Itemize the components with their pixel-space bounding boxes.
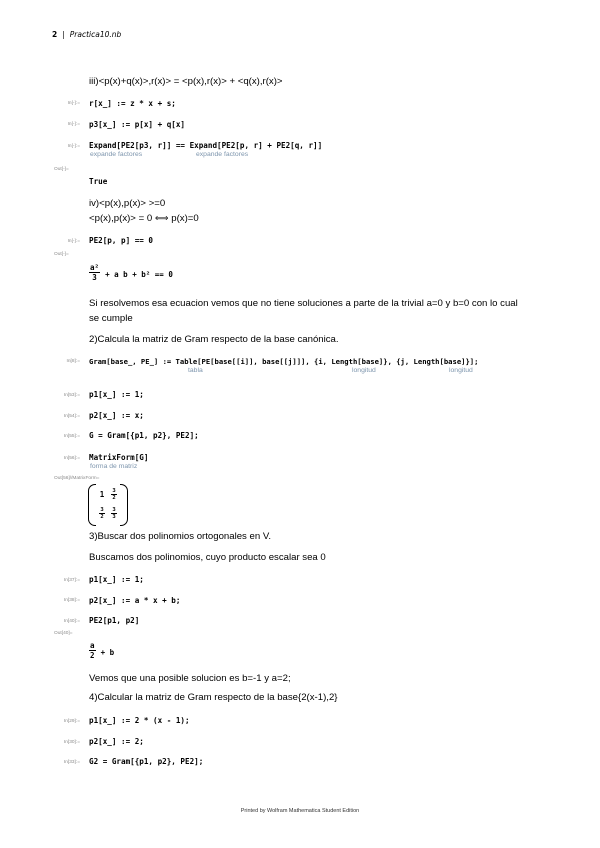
function-hint: expande factores bbox=[196, 151, 249, 158]
text-paragraph: Buscamos dos polinomios, cuyo producto escalar sea 0 bbox=[89, 552, 326, 563]
matrix-cell: 1 bbox=[99, 490, 105, 499]
function-hint: longitud bbox=[352, 367, 376, 374]
code-input-cell[interactable]: G2 = Gram[{p1, p2}, PE2]; bbox=[89, 757, 204, 766]
matrix-cell: $\frac{3}{3}$ bbox=[112, 506, 116, 520]
matrix-cell: $\frac{3}{2}$ bbox=[100, 506, 104, 520]
fraction: $\frac{\text{a²}}{3}$ bbox=[90, 263, 100, 282]
input-label: In[-]:= bbox=[67, 239, 80, 244]
section-heading: 2)Calcula la matriz de Gram respecto de la base canónica. bbox=[89, 334, 339, 345]
text-paragraph: se cumple bbox=[89, 313, 133, 324]
header-separator: | bbox=[62, 30, 65, 39]
code-input-cell[interactable]: p1[x_] := 1; bbox=[89, 390, 144, 399]
input-label: In[38]:= bbox=[63, 598, 80, 603]
input-label: In[56]:= bbox=[63, 456, 80, 461]
code-input-cell[interactable]: PE2[p1, p2] bbox=[89, 616, 140, 625]
input-label: In[40]:= bbox=[63, 619, 80, 624]
code-output-cell: True bbox=[89, 177, 108, 186]
input-label: In[-]:= bbox=[67, 101, 80, 106]
page-header bbox=[52, 30, 121, 39]
code-input-cell[interactable]: p1[x_] := 2 * (x - 1); bbox=[89, 716, 190, 725]
input-label: In[30]:= bbox=[63, 740, 80, 745]
function-hint: expande factores bbox=[90, 151, 143, 158]
code-input-cell[interactable]: p3[x_] := p[x] + q[x] bbox=[89, 120, 186, 129]
code-input-cell[interactable]: p1[x_] := 1; bbox=[89, 575, 144, 584]
code-input-cell[interactable]: p2[x_] := 2; bbox=[89, 737, 144, 746]
code-input-cell[interactable]: G = Gram[{p1, p2}, PE2]; bbox=[89, 431, 199, 440]
input-label: In[37]:= bbox=[63, 578, 80, 583]
function-hint: forma de matriz bbox=[90, 463, 138, 470]
right-parenthesis bbox=[120, 484, 128, 526]
section-heading: 3)Buscar dos polinomios ortogonales en V. bbox=[89, 531, 272, 542]
input-label: In[55]:= bbox=[63, 434, 80, 439]
function-hint: tabla bbox=[188, 367, 203, 374]
page-footer: Printed by Wolfram Mathematica Student Edition bbox=[240, 808, 360, 814]
section-heading: 4)Calcular la matriz de Gram respecto de la base{2(x-1),2} bbox=[89, 692, 338, 703]
output-label: Out[-]= bbox=[54, 167, 69, 172]
code-input-cell[interactable]: MatrixForm[G] bbox=[89, 453, 149, 462]
code-input-cell[interactable]: Gram[base_, PE_] := Table[PE[base[[i]], base[[j]]], {i, Length[base]}, {j, Length[base]}]; bbox=[89, 357, 479, 366]
code-input-cell[interactable]: Expand[PE2[p3, r]] == Expand[PE2[p, r] + PE2[q, r]] bbox=[89, 141, 323, 150]
output-label: Out[-]= bbox=[54, 252, 69, 257]
text-property-iv-equivalence: <p(x),p(x)> = 0 ⟺ p(x)=0 bbox=[89, 213, 199, 224]
function-hint: longitud bbox=[449, 367, 473, 374]
code-input-cell[interactable]: r[x_] := z * x + s; bbox=[89, 99, 176, 108]
math-output: $\frac{\text{a²}}{3}$ + a b + b² == 0 bbox=[90, 263, 173, 282]
input-label: In[54]:= bbox=[63, 414, 80, 419]
input-label: In[53]:= bbox=[63, 393, 80, 398]
input-label: In[33]:= bbox=[63, 760, 80, 765]
page-number: 2 bbox=[52, 30, 58, 39]
text-property-iv: iv)<p(x),p(x)> >=0 bbox=[89, 198, 166, 209]
text-paragraph: Si resolvemos esa ecuacion vemos que no tiene soluciones a parte de la trivial a=0 y b=0 con lo cual bbox=[89, 298, 518, 309]
left-parenthesis bbox=[88, 484, 96, 526]
output-label: Out[56]//MatrixForm= bbox=[54, 476, 100, 481]
input-label: In[29]:= bbox=[63, 719, 80, 724]
input-label: In[-]:= bbox=[67, 144, 80, 149]
math-output: $\frac{a}{2}$ + b bbox=[90, 641, 115, 660]
notebook-filename: Practica10.nb bbox=[69, 30, 122, 39]
gram-matrix bbox=[88, 484, 128, 524]
code-input-cell[interactable]: p2[x_] := a * x + b; bbox=[89, 596, 181, 605]
code-input-cell[interactable]: p2[x_] := x; bbox=[89, 411, 144, 420]
text-paragraph: Vemos que una posible solucion es b=-1 y a=2; bbox=[89, 673, 291, 684]
fraction: $\frac{a}{2}$ bbox=[90, 641, 95, 660]
input-label: In[8]:= bbox=[66, 359, 80, 364]
matrix-cell: $\frac{3}{2}$ bbox=[112, 487, 116, 501]
text-property-iii: iii)<p(x)+q(x)>,r(x)> = <p(x),r(x)> + <q(x),r(x)> bbox=[89, 76, 283, 87]
code-input-cell[interactable]: PE2[p, p] == 0 bbox=[89, 236, 154, 245]
output-label: Out[40]= bbox=[54, 631, 73, 636]
input-label: In[-]:= bbox=[67, 122, 80, 127]
